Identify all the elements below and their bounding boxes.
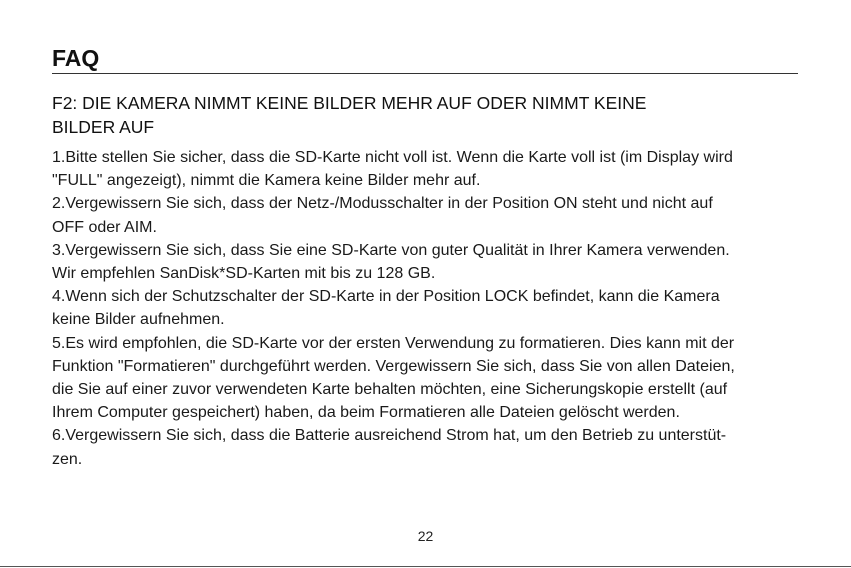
answer-line: OFF oder AIM. bbox=[52, 218, 157, 236]
question-heading-line: BILDER AUF bbox=[52, 117, 155, 137]
answer-line: die Sie auf einer zuvor verwendeten Karte behalten möchten, eine Sicherungskopie erstellt (auf bbox=[52, 381, 728, 399]
question-heading bbox=[52, 91, 802, 139]
answer-line: Ihrem Computer gespeichert) haben, da beim Formatieren alle Dateien gelöscht werden. bbox=[52, 404, 680, 422]
answer-line: zen. bbox=[52, 450, 83, 468]
page-number: 22 bbox=[417, 528, 434, 544]
answer-line: 4.Wenn sich der Schutzschalter der SD-Karte in der Position LOCK befindet, kann die Kamera bbox=[52, 288, 720, 306]
answer-line: keine Bilder aufnehmen. bbox=[52, 311, 225, 329]
answer-line: 3.Vergewissern Sie sich, dass Sie eine SD-Karte von guter Qualität in Ihrer Kamera verwenden. bbox=[52, 241, 730, 259]
answer-line: Wir empfehlen SanDisk*SD-Karten mit bis zu 128 GB. bbox=[52, 265, 436, 283]
answer-line: 5.Es wird empfohlen, die SD-Karte vor der ersten Verwendung zu formatieren. Dies kann mit der bbox=[52, 334, 735, 352]
question-heading-line: F2: DIE KAMERA NIMMT KEINE BILDER MEHR AUF ODER NIMMT KEINE bbox=[52, 93, 647, 113]
answer-line: 1.Bitte stellen Sie sicher, dass die SD-Karte nicht voll ist. Wenn die Karte voll ist (im Display wird bbox=[52, 149, 733, 166]
answer-line: 2.Vergewissern Sie sich, dass der Netz-/Modusschalter in der Position ON steht und nicht auf bbox=[52, 195, 713, 213]
answer-line: Funktion "Formatieren" durchgeführt werden. Vergewissern Sie sich, dass Sie von allen Dateien, bbox=[52, 357, 735, 375]
title-divider bbox=[52, 73, 798, 74]
answer-line: 6.Vergewissern Sie sich, dass die Batterie ausreichend Strom hat, um den Betrieb zu unterstüt- bbox=[52, 427, 727, 445]
answer-line: "FULL" angezeigt), nimmt die Kamera keine Bilder mehr auf. bbox=[52, 172, 481, 190]
answer-body bbox=[52, 146, 812, 471]
section-title: FAQ bbox=[52, 45, 100, 71]
page-bottom-divider bbox=[0, 566, 851, 567]
